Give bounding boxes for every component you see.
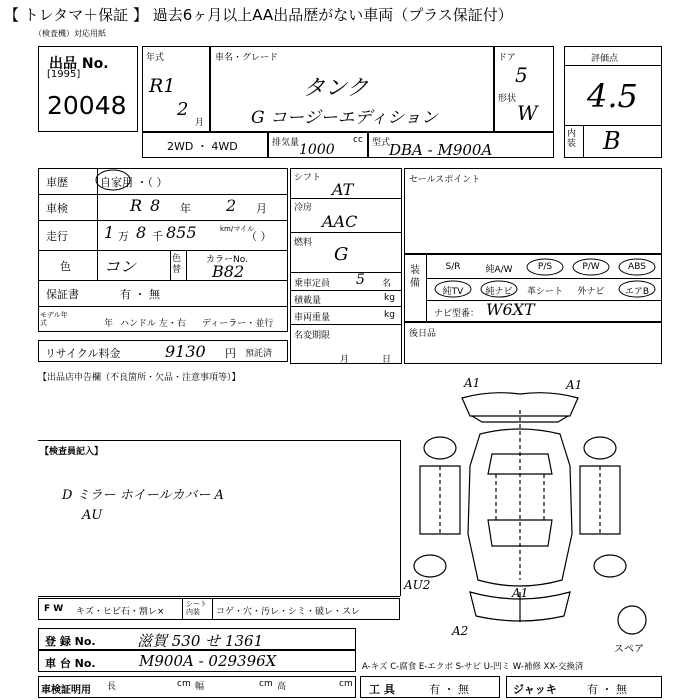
equipment-item: エアB <box>624 287 650 297</box>
tools-box <box>360 676 500 698</box>
displacement-box <box>268 132 368 158</box>
fuel-value: G <box>334 244 349 265</box>
displacement-label: 排気量 <box>272 138 300 148</box>
cert-height-unit: cm <box>339 679 353 689</box>
history-label: 車歴 <box>46 176 68 189</box>
drive-box <box>142 132 268 158</box>
registration-value: 滋賀 530 せ 1361 <box>137 632 264 650</box>
model-box <box>368 132 554 158</box>
inspection-month: 2 <box>226 196 237 215</box>
legend-fw-items: キズ・ヒビ石・割レ× <box>76 607 165 617</box>
cert-width: 幅 <box>195 682 205 692</box>
model-label: 型式 <box>372 138 391 148</box>
legend-seat: シート 内装 <box>186 600 207 616</box>
inspection-label: 車検 <box>46 202 68 215</box>
legend-fw: F W <box>44 604 64 614</box>
displacement-value: 1000 <box>299 142 335 158</box>
header-title: 【 トレタマ＋保証 】 過去6ヶ月以上AA出品歴がない車両（プラス保証付） <box>4 6 513 24</box>
equipment-item: P/S <box>537 262 553 272</box>
doors-box <box>494 46 554 132</box>
inspection-month-unit: 月 <box>256 202 267 215</box>
mileage-sen: 千 <box>152 230 163 243</box>
warranty-label: 保証書 <box>46 288 79 301</box>
inspection-year-unit: 年 <box>180 202 191 215</box>
equipment-item: 純ナビ <box>485 287 513 297</box>
jack-box <box>506 676 662 698</box>
navi-value: W6XT <box>486 300 535 319</box>
capacity-label: 乗車定員 <box>294 279 331 289</box>
equipment-circle <box>617 279 657 299</box>
chassis-label: 車 台 No. <box>45 657 96 670</box>
equipment-item: P/W <box>582 262 600 272</box>
header-subtitle: （検査機）対応用紙 <box>34 29 106 38</box>
interior-value: B <box>603 127 621 155</box>
car-diagram <box>400 370 660 650</box>
weight-unit: kg <box>384 310 395 320</box>
drive-label: 2WD ・ 4WD <box>167 140 238 153</box>
inspection-year: 8 <box>150 196 161 215</box>
name-change-month: 月 <box>340 355 350 365</box>
model-value: DBA - M900A <box>389 141 493 159</box>
color-no-value: B82 <box>212 262 245 281</box>
equipment-circle <box>433 279 473 299</box>
score-value: 4.5 <box>587 77 638 115</box>
mileage-rest: 855 <box>166 223 197 242</box>
equipment-item: 純TV <box>442 287 464 297</box>
equipment-circle <box>617 257 657 277</box>
equipment-label: 装備 <box>410 265 420 289</box>
cert-length-unit: cm <box>177 679 191 689</box>
equipment-item: S/R <box>445 262 461 272</box>
cert-height: 高 <box>277 682 287 692</box>
name-change-day: 日 <box>382 355 392 365</box>
cert-width-unit: cm <box>259 679 273 689</box>
doors-label: ドア <box>498 53 516 63</box>
shift-label: シフト <box>294 173 322 183</box>
fuel-label: 燃料 <box>294 238 313 248</box>
chassis-box <box>38 650 356 672</box>
year-era: R1 <box>149 75 176 97</box>
history-circle <box>94 168 132 192</box>
recycle-deposit: 預託済 <box>245 349 273 359</box>
equipment-item: ABS <box>628 262 646 272</box>
model-year-unit: 年 <box>104 319 114 329</box>
jack-value: 有 ・ 無 <box>587 683 627 696</box>
damage-codes: A-キズ C-腐食 E-エクボ S-サビ U-凹ミ W-補修 XX-交換済 <box>362 662 584 672</box>
recycle-unit: 円 <box>225 347 236 360</box>
car-grade: G コージーエディション <box>251 108 438 128</box>
spare-label: スペア <box>614 644 644 655</box>
mileage-unit: km/マイル <box>220 225 255 233</box>
shape-label: 形状 <box>498 94 517 104</box>
mileage-man: 万 <box>118 230 129 243</box>
inspector-line2: AU <box>82 508 103 523</box>
equipment-circle <box>525 257 565 277</box>
navi-label: ナビ型番： <box>434 309 480 319</box>
recycle-label: リサイクル料金 <box>45 347 121 360</box>
score-label: 評価点 <box>591 54 619 64</box>
shift-value: AT <box>332 180 354 199</box>
mileage-label: 走行 <box>46 230 68 243</box>
lot-label: 出品 No. <box>49 56 109 72</box>
shape-value: W <box>517 101 538 125</box>
sales-point-label: セールスポイント <box>409 175 481 185</box>
cooling-label: 冷房 <box>294 203 313 213</box>
year-month-unit: 月 <box>195 118 205 128</box>
legend-seat-items: コゲ・穴・汚レ・シミ・破レ・スレ <box>216 607 361 617</box>
weight-label: 車両重量 <box>294 313 331 323</box>
cert-label: 車検証明用 <box>41 685 91 696</box>
chassis-value: M900A - 029396X <box>139 652 277 670</box>
history-value: 自家用 ・（ ） <box>100 176 168 189</box>
later-notes-box <box>404 322 662 364</box>
registration-label: 登 録 No. <box>45 635 96 648</box>
inspection-era: R <box>130 196 143 215</box>
capacity-value: 5 <box>356 272 365 288</box>
model-year-handle: ハンドル 左・右 <box>120 319 186 329</box>
name-box <box>210 46 494 132</box>
year-box <box>142 46 210 132</box>
cooling-value: AAC <box>322 212 358 231</box>
diagram-mark-5: A2 <box>452 624 469 638</box>
color-no-label: カラーNo. <box>206 255 248 265</box>
capacity-unit: 名 <box>382 279 392 289</box>
name-label: 車名・グレード <box>215 53 279 63</box>
lot-code: [1995] <box>47 69 81 80</box>
mileage-digit2: 8 <box>136 223 147 242</box>
year-month: 2 <box>177 99 189 120</box>
interior-label: 内装 <box>567 129 577 149</box>
displacement-unit: cc <box>353 135 363 145</box>
lot-number: 20048 <box>47 91 127 120</box>
seller-notes-label: 【出品店申告欄（不良箇所・欠品・注意事項等）】 <box>38 373 241 383</box>
equipment-item: 外ナビ <box>577 287 605 297</box>
mileage-digit1: 1 <box>104 223 115 242</box>
diagram-mark-3: AU2 <box>404 578 431 592</box>
car-name: タンク <box>303 76 369 101</box>
year-label: 年式 <box>146 53 165 63</box>
equipment-circle <box>571 257 611 277</box>
equipment-item: 純A/W <box>485 265 513 275</box>
recycle-value: 9130 <box>165 342 206 361</box>
diagram-mark-1: A1 <box>464 376 481 390</box>
name-change-label: 名変期限 <box>294 331 331 341</box>
model-year-label: モデル年式 <box>40 311 68 327</box>
equipment-circle <box>479 279 519 299</box>
lot-box <box>38 46 138 132</box>
recycle-box <box>38 340 288 362</box>
cert-box <box>38 676 356 698</box>
mileage-paren: （ ） <box>246 230 272 243</box>
cert-length: 長 <box>107 682 117 692</box>
inspector-notes-label: 【検査員記入】 <box>40 447 104 457</box>
score-box <box>564 46 662 158</box>
warranty-value: 有 ・ 無 <box>120 288 160 301</box>
doors-value: 5 <box>515 63 528 87</box>
color-label: 色 <box>60 260 71 273</box>
model-year-dealer: ディーラー・並行 <box>202 319 274 329</box>
diagram-mark-2: A1 <box>566 378 583 392</box>
sales-point-box <box>404 168 662 254</box>
inspector-line1: D ミラー ホイールカバー A <box>62 488 224 503</box>
jack-label: ジャッキ <box>513 683 557 696</box>
later-notes-label: 後日品 <box>409 329 437 339</box>
load-label: 積載量 <box>294 296 322 306</box>
equipment-item: 革シート <box>526 287 563 297</box>
color-alt-label: 色替 <box>172 254 182 275</box>
registration-box <box>38 628 356 650</box>
diagram-mark-4: A1 <box>512 586 529 600</box>
color-value: コン <box>104 257 137 276</box>
load-unit: kg <box>384 293 395 303</box>
tools-label: 工 具 <box>369 683 395 696</box>
tools-value: 有 ・ 無 <box>429 683 469 696</box>
